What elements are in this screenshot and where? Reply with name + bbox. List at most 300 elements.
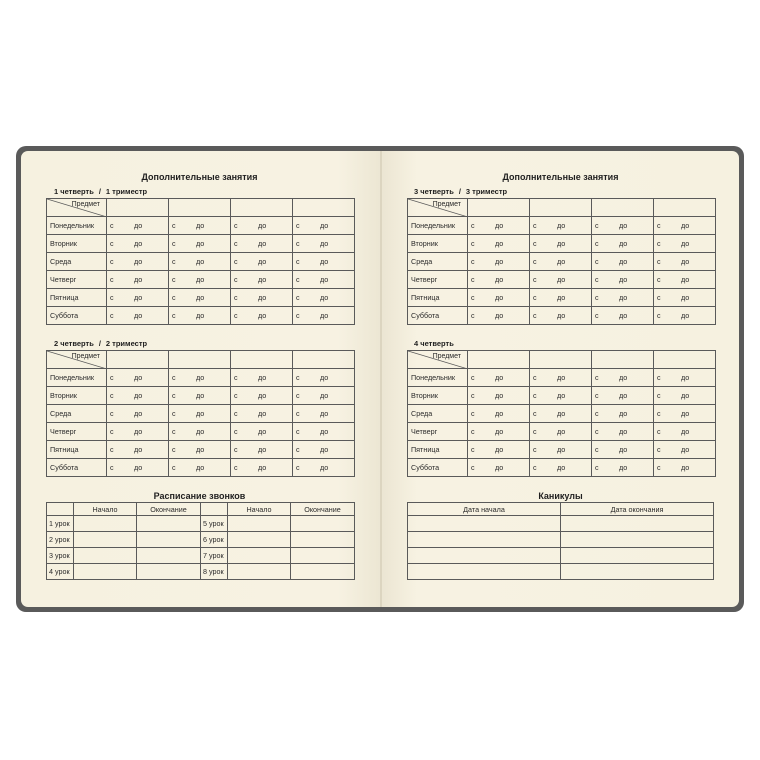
time-cell[interactable] [293, 253, 355, 271]
time-cell[interactable] [468, 369, 530, 387]
day-label: Среда [47, 405, 107, 423]
to-label: до [196, 275, 205, 284]
from-label: с [234, 239, 238, 248]
time-cell[interactable] [107, 307, 169, 325]
to-label: до [196, 257, 205, 266]
time-cell[interactable] [107, 441, 169, 459]
subject-name-cell[interactable] [468, 199, 530, 217]
from-label: с [110, 257, 114, 266]
schedule-row [47, 423, 355, 441]
to-label: до [619, 275, 628, 284]
holiday-start-cell[interactable] [408, 548, 561, 564]
from-label: с [533, 293, 537, 302]
time-cell[interactable] [107, 387, 169, 405]
subject-header-cell [47, 199, 107, 217]
time-cell[interactable] [654, 459, 716, 477]
from-label: с [471, 391, 475, 400]
time-cell[interactable] [293, 307, 355, 325]
to-label: до [196, 409, 205, 418]
lesson-label: 7 урок [201, 548, 228, 564]
subject-name-cell[interactable] [293, 351, 355, 369]
from-label: с [172, 275, 176, 284]
to-label: до [134, 445, 143, 454]
time-cell[interactable] [293, 235, 355, 253]
lesson-end-cell[interactable] [137, 532, 201, 548]
from-label: с [533, 373, 537, 382]
from-label: с [595, 275, 599, 284]
bells-header-empty [201, 503, 228, 516]
from-label: с [471, 221, 475, 230]
from-label: с [296, 463, 300, 472]
lesson-label: 6 урок [201, 532, 228, 548]
holiday-end-cell[interactable] [561, 532, 714, 548]
from-label: с [657, 445, 661, 454]
schedule-row [47, 405, 355, 423]
time-cell[interactable] [654, 289, 716, 307]
time-cell[interactable] [293, 423, 355, 441]
subject-name-cell[interactable] [654, 351, 716, 369]
bells-header-row [47, 503, 355, 516]
subject-header-label: Предмет [71, 201, 100, 208]
lesson-end-cell[interactable] [291, 532, 355, 548]
time-cell[interactable] [468, 253, 530, 271]
to-label: до [258, 373, 267, 382]
time-cell[interactable] [231, 271, 293, 289]
day-label: Среда [408, 253, 468, 271]
to-label: до [681, 409, 690, 418]
holiday-end-cell[interactable] [561, 516, 714, 532]
subject-name-cell[interactable] [231, 351, 293, 369]
day-label: Четверг [47, 423, 107, 441]
from-label: с [533, 463, 537, 472]
time-cell[interactable] [107, 217, 169, 235]
to-label: до [619, 239, 628, 248]
to-label: до [619, 373, 628, 382]
bells-header-empty [47, 503, 74, 516]
to-label: до [681, 293, 690, 302]
from-label: с [533, 445, 537, 454]
quarter-1-label [54, 187, 147, 196]
from-label: с [110, 391, 114, 400]
time-cell[interactable] [530, 271, 592, 289]
from-label: с [595, 311, 599, 320]
day-label: Пятница [47, 289, 107, 307]
subject-name-cell[interactable] [169, 199, 231, 217]
time-cell[interactable] [654, 405, 716, 423]
to-label: до [681, 463, 690, 472]
time-cell[interactable] [107, 253, 169, 271]
time-cell[interactable] [592, 405, 654, 423]
time-cell[interactable] [530, 289, 592, 307]
to-label: до [619, 445, 628, 454]
time-cell[interactable] [293, 459, 355, 477]
from-label: с [234, 275, 238, 284]
subject-name-cell[interactable] [592, 351, 654, 369]
time-cell[interactable] [530, 307, 592, 325]
lesson-start-cell[interactable] [74, 548, 137, 564]
time-cell[interactable] [293, 289, 355, 307]
time-cell[interactable] [169, 307, 231, 325]
from-label: с [657, 293, 661, 302]
day-label: Пятница [408, 289, 468, 307]
to-label: до [619, 257, 628, 266]
to-label: до [196, 373, 205, 382]
time-cell[interactable] [169, 369, 231, 387]
schedule-row [47, 441, 355, 459]
schedule-row [408, 217, 716, 235]
time-cell[interactable] [530, 459, 592, 477]
time-cell[interactable] [592, 369, 654, 387]
schedule-row [408, 423, 716, 441]
day-label: Суббота [47, 307, 107, 325]
subject-header-label: Предмет [432, 201, 461, 208]
time-cell[interactable] [231, 459, 293, 477]
from-label: с [172, 311, 176, 320]
time-cell[interactable] [231, 387, 293, 405]
from-label: с [471, 445, 475, 454]
time-cell[interactable] [592, 423, 654, 441]
to-label: до [495, 409, 504, 418]
time-cell[interactable] [468, 217, 530, 235]
from-label: с [110, 409, 114, 418]
time-cell[interactable] [107, 459, 169, 477]
time-cell[interactable] [592, 307, 654, 325]
time-cell[interactable] [592, 271, 654, 289]
time-cell[interactable] [468, 423, 530, 441]
to-label: до [134, 257, 143, 266]
time-cell[interactable] [231, 235, 293, 253]
holidays-row [408, 564, 714, 580]
to-label: до [495, 463, 504, 472]
lesson-end-cell[interactable] [137, 548, 201, 564]
time-cell[interactable] [107, 235, 169, 253]
time-cell[interactable] [654, 423, 716, 441]
time-cell[interactable] [293, 387, 355, 405]
time-cell[interactable] [293, 405, 355, 423]
quarter-2-text: 2 четверть [54, 339, 94, 348]
to-label: до [320, 257, 329, 266]
time-cell[interactable] [231, 307, 293, 325]
start-header: Начало [74, 503, 137, 516]
from-label: с [533, 239, 537, 248]
holiday-end-cell[interactable] [561, 548, 714, 564]
subject-name-cell[interactable] [468, 351, 530, 369]
to-label: до [196, 391, 205, 400]
time-cell[interactable] [468, 441, 530, 459]
lesson-start-cell[interactable] [74, 516, 137, 532]
from-label: с [172, 221, 176, 230]
from-label: с [533, 409, 537, 418]
time-cell[interactable] [530, 387, 592, 405]
page-spine [380, 151, 382, 607]
to-label: до [557, 311, 566, 320]
time-cell[interactable] [107, 289, 169, 307]
from-label: с [234, 409, 238, 418]
subject-header-label: Предмет [432, 353, 461, 360]
bells-title: Расписание звонков [153, 491, 246, 501]
schedule-row [408, 369, 716, 387]
lesson-start-cell[interactable] [228, 548, 291, 564]
start-header: Начало [228, 503, 291, 516]
trimester-3-text: 3 триместр [465, 187, 508, 196]
time-cell[interactable] [293, 441, 355, 459]
schedule-header-row [47, 351, 355, 369]
lesson-start-cell[interactable] [228, 564, 291, 580]
subject-header-cell [47, 351, 107, 369]
time-cell[interactable] [231, 369, 293, 387]
subject-name-cell[interactable] [293, 199, 355, 217]
to-label: до [258, 311, 267, 320]
holidays-row [408, 516, 714, 532]
to-label: до [495, 293, 504, 302]
time-cell[interactable] [169, 217, 231, 235]
holidays-row [408, 548, 714, 564]
subject-header-cell [408, 351, 468, 369]
subject-name-cell[interactable] [530, 199, 592, 217]
from-label: с [296, 221, 300, 230]
time-cell[interactable] [468, 235, 530, 253]
holidays-title: Каникулы [538, 491, 583, 501]
quarter-3-separator: / [458, 187, 461, 196]
time-cell[interactable] [592, 253, 654, 271]
time-cell[interactable] [169, 253, 231, 271]
subject-name-cell[interactable] [107, 351, 169, 369]
from-label: с [172, 373, 176, 382]
time-cell[interactable] [654, 271, 716, 289]
time-cell[interactable] [231, 217, 293, 235]
schedule-row [408, 459, 716, 477]
time-cell[interactable] [530, 423, 592, 441]
schedule-row [408, 405, 716, 423]
from-label: с [110, 445, 114, 454]
to-label: до [619, 427, 628, 436]
schedule-row [47, 235, 355, 253]
lesson-end-cell[interactable] [137, 516, 201, 532]
time-cell[interactable] [654, 217, 716, 235]
to-label: до [619, 391, 628, 400]
time-cell[interactable] [530, 441, 592, 459]
to-label: до [134, 293, 143, 302]
day-label: Вторник [47, 235, 107, 253]
lesson-end-cell[interactable] [137, 564, 201, 580]
to-label: до [681, 275, 690, 284]
from-label: с [110, 293, 114, 302]
time-cell[interactable] [293, 217, 355, 235]
from-label: с [471, 427, 475, 436]
bells-row [47, 532, 355, 548]
time-cell[interactable] [231, 289, 293, 307]
from-label: с [172, 391, 176, 400]
from-label: с [172, 427, 176, 436]
time-cell[interactable] [654, 369, 716, 387]
to-label: до [320, 391, 329, 400]
time-cell[interactable] [231, 423, 293, 441]
to-label: до [196, 221, 205, 230]
day-label: Четверг [408, 271, 468, 289]
to-label: до [258, 463, 267, 472]
from-label: с [471, 257, 475, 266]
to-label: до [495, 221, 504, 230]
from-label: с [110, 221, 114, 230]
lesson-start-cell[interactable] [228, 532, 291, 548]
to-label: до [557, 391, 566, 400]
time-cell[interactable] [468, 459, 530, 477]
from-label: с [296, 427, 300, 436]
time-cell[interactable] [231, 253, 293, 271]
subject-name-cell[interactable] [169, 351, 231, 369]
to-label: до [258, 257, 267, 266]
subject-name-cell[interactable] [530, 351, 592, 369]
from-label: с [110, 239, 114, 248]
time-cell[interactable] [592, 459, 654, 477]
trimester-2-text: 2 триместр [105, 339, 148, 348]
quarter-4-label [414, 339, 454, 348]
time-cell[interactable] [169, 459, 231, 477]
subject-name-cell[interactable] [107, 199, 169, 217]
from-label: с [110, 463, 114, 472]
subject-name-cell[interactable] [654, 199, 716, 217]
time-cell[interactable] [169, 235, 231, 253]
time-cell[interactable] [169, 423, 231, 441]
to-label: до [258, 221, 267, 230]
day-label: Вторник [47, 387, 107, 405]
from-label: с [657, 257, 661, 266]
lesson-start-cell[interactable] [74, 564, 137, 580]
lesson-end-cell[interactable] [291, 564, 355, 580]
holiday-start-cell[interactable] [408, 532, 561, 548]
holiday-end-cell[interactable] [561, 564, 714, 580]
to-label: до [258, 445, 267, 454]
subject-name-cell[interactable] [231, 199, 293, 217]
quarter-4-text: 4 четверть [414, 339, 454, 348]
time-cell[interactable] [107, 405, 169, 423]
lesson-end-cell[interactable] [291, 516, 355, 532]
schedule-row [47, 387, 355, 405]
to-label: до [495, 445, 504, 454]
bells-row [47, 548, 355, 564]
holiday-start-cell[interactable] [408, 516, 561, 532]
time-cell[interactable] [592, 387, 654, 405]
time-cell[interactable] [468, 289, 530, 307]
from-label: с [657, 409, 661, 418]
lesson-start-cell[interactable] [228, 516, 291, 532]
to-label: до [495, 427, 504, 436]
time-cell[interactable] [169, 289, 231, 307]
time-cell[interactable] [592, 289, 654, 307]
time-cell[interactable] [592, 217, 654, 235]
to-label: до [134, 409, 143, 418]
from-label: с [595, 293, 599, 302]
time-cell[interactable] [293, 271, 355, 289]
to-label: до [320, 445, 329, 454]
time-cell[interactable] [107, 369, 169, 387]
time-cell[interactable] [530, 369, 592, 387]
from-label: с [296, 409, 300, 418]
to-label: до [258, 275, 267, 284]
time-cell[interactable] [231, 441, 293, 459]
time-cell[interactable] [231, 405, 293, 423]
time-cell[interactable] [592, 441, 654, 459]
time-cell[interactable] [107, 423, 169, 441]
from-label: с [595, 463, 599, 472]
from-label: с [595, 445, 599, 454]
time-cell[interactable] [293, 369, 355, 387]
from-label: с [234, 373, 238, 382]
from-label: с [234, 391, 238, 400]
time-cell[interactable] [169, 441, 231, 459]
subject-name-cell[interactable] [592, 199, 654, 217]
time-cell[interactable] [468, 271, 530, 289]
time-cell[interactable] [169, 387, 231, 405]
from-label: с [595, 391, 599, 400]
from-label: с [110, 311, 114, 320]
from-label: с [471, 275, 475, 284]
from-label: с [533, 221, 537, 230]
to-label: до [681, 239, 690, 248]
time-cell[interactable] [654, 441, 716, 459]
time-cell[interactable] [654, 307, 716, 325]
day-label: Вторник [408, 235, 468, 253]
to-label: до [134, 427, 143, 436]
time-cell[interactable] [169, 271, 231, 289]
to-label: до [619, 293, 628, 302]
to-label: до [196, 427, 205, 436]
time-cell[interactable] [530, 405, 592, 423]
to-label: до [495, 311, 504, 320]
quarter-2-separator: / [98, 339, 101, 348]
from-label: с [296, 311, 300, 320]
time-cell[interactable] [107, 271, 169, 289]
time-cell[interactable] [530, 235, 592, 253]
time-cell[interactable] [592, 235, 654, 253]
to-label: до [557, 445, 566, 454]
from-label: с [234, 221, 238, 230]
time-cell[interactable] [654, 235, 716, 253]
to-label: до [258, 409, 267, 418]
time-cell[interactable] [468, 307, 530, 325]
to-label: до [681, 445, 690, 454]
to-label: до [196, 293, 205, 302]
schedule-row [408, 271, 716, 289]
holiday-start-cell[interactable] [408, 564, 561, 580]
from-label: с [657, 373, 661, 382]
from-label: с [234, 311, 238, 320]
to-label: до [557, 275, 566, 284]
lesson-label: 1 урок [47, 516, 74, 532]
schedule-row [47, 459, 355, 477]
to-label: до [619, 409, 628, 418]
to-label: до [320, 239, 329, 248]
time-cell[interactable] [654, 253, 716, 271]
to-label: до [196, 463, 205, 472]
time-cell[interactable] [530, 217, 592, 235]
from-label: с [595, 409, 599, 418]
lesson-start-cell[interactable] [74, 532, 137, 548]
schedule-row [408, 441, 716, 459]
lesson-end-cell[interactable] [291, 548, 355, 564]
from-label: с [533, 427, 537, 436]
time-cell[interactable] [169, 405, 231, 423]
from-label: с [172, 239, 176, 248]
schedule-row [47, 289, 355, 307]
time-cell[interactable] [468, 387, 530, 405]
time-cell[interactable] [530, 253, 592, 271]
to-label: до [557, 293, 566, 302]
time-cell[interactable] [654, 387, 716, 405]
time-cell[interactable] [468, 405, 530, 423]
from-label: с [296, 293, 300, 302]
from-label: с [234, 463, 238, 472]
